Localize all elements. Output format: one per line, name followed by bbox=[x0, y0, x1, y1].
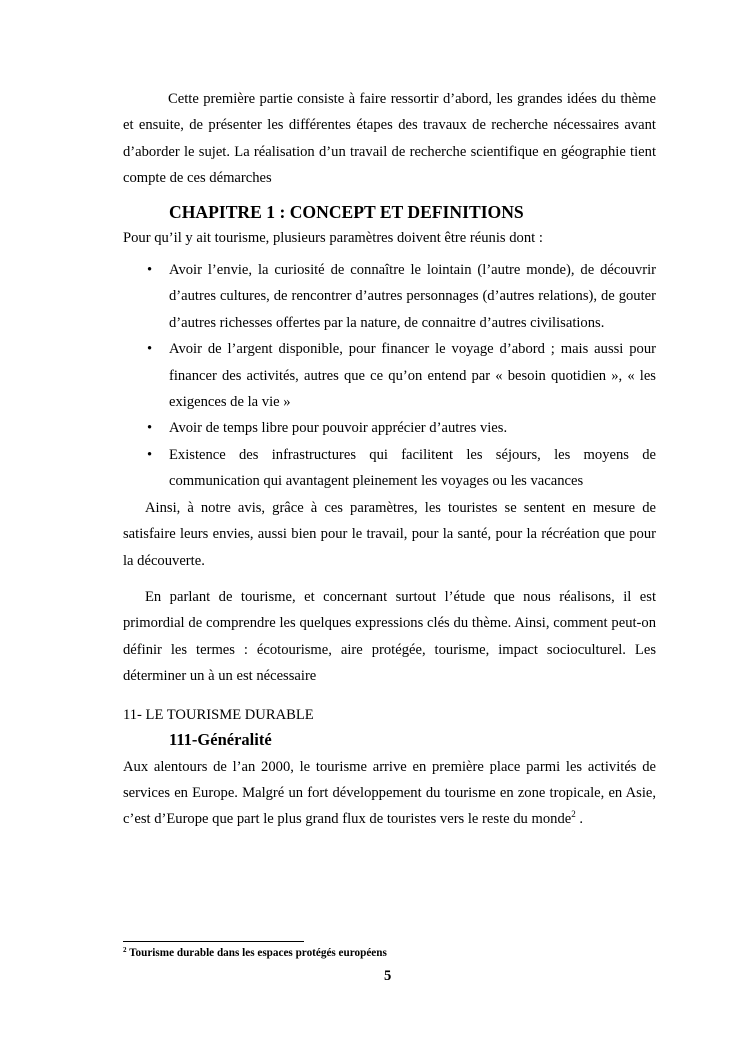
footnote-divider bbox=[123, 941, 304, 942]
footnote-number: 2 bbox=[123, 946, 127, 954]
paragraph-end: . bbox=[575, 811, 584, 828]
footnote-reference: 2 bbox=[571, 809, 576, 820]
bullet-icon: • bbox=[147, 420, 153, 437]
bullet-icon: • bbox=[147, 262, 153, 279]
list-item bbox=[123, 442, 656, 495]
paragraph-generalite bbox=[123, 754, 656, 833]
chapter-intro: Pour qu’il y ait tourisme, plusieurs paramètres doivent être réunis dont : bbox=[123, 229, 543, 246]
list-item bbox=[123, 336, 656, 415]
paragraph-ainsi: Ainsi, à notre avis, grâce à ces paramètres, les touristes se sentent en mesure de satisfaire leurs envies, aussi bien pour le travail, pour la santé, pour la récréation que pour la découverte. bbox=[123, 499, 656, 569]
bullet-icon: • bbox=[147, 341, 153, 358]
list-item-text: Avoir l’envie, la curiosité de connaître le lointain (l’autre monde), de découvrir d’autres cultures, de rencontrer d’autres personnages (d’autres relations), de gouter d’autres richesses offertes par la nature, de connaitre d’autres civilisations. bbox=[169, 262, 656, 331]
footnote bbox=[123, 947, 387, 959]
list-item-text: Existence des infrastructures qui facilitent les séjours, les moyens de communication qui avantagent pleinement les voyages ou les vacances bbox=[169, 446, 656, 490]
page-body bbox=[123, 86, 656, 833]
intro-paragraph: Cette première partie consiste à faire ressortir d’abord, les grandes idées du thème et ensuite, de présenter les différentes étapes des travaux de recherche nécessaires avant d’aborder le sujet. La réalisation d’un travail de recherche scientifique en géographie tient compte de ces démarches bbox=[123, 91, 656, 187]
section-heading: 11- LE TOURISME DURABLE bbox=[123, 706, 314, 723]
paragraph-generalite-text: Aux alentours de l’an 2000, le tourisme arrive en première place parmi les activités de services en Europe. Malgré un fort développement du tourisme en zone tropicale, en Asie, c’est d’Europe que part le plus grand flux de touristes vers le reste du monde bbox=[123, 758, 656, 828]
list-item bbox=[123, 415, 656, 441]
footnote-text: Tourisme durable dans les espaces protégés européens bbox=[126, 947, 387, 959]
paragraph-parlant: En parlant de tourisme, et concernant surtout l’étude que nous réalisons, il est primordial de comprendre les quelques expressions clés du thème. Ainsi, comment peut-on définir les termes : écotourisme, aire protégée, tourisme, impact socioculturel. Les déterminer un à un est nécessaire bbox=[123, 588, 656, 685]
parameter-list bbox=[123, 257, 656, 495]
bullet-icon: • bbox=[147, 446, 153, 463]
list-item-text: Avoir de temps libre pour pouvoir apprécier d’autres vies. bbox=[169, 420, 508, 437]
page-number: 5 bbox=[384, 968, 392, 984]
chapter-title: CHAPITRE 1 : CONCEPT ET DEFINITIONS bbox=[169, 201, 524, 222]
subsection-heading: 111-Généralité bbox=[169, 729, 272, 749]
list-item-text: Avoir de l’argent disponible, pour financer le voyage d’abord ; mais aussi pour financer des activités, autres que ce qu’on entend par « besoin quotidien », « les exigences de la vie » bbox=[169, 341, 656, 411]
list-item bbox=[123, 257, 656, 336]
